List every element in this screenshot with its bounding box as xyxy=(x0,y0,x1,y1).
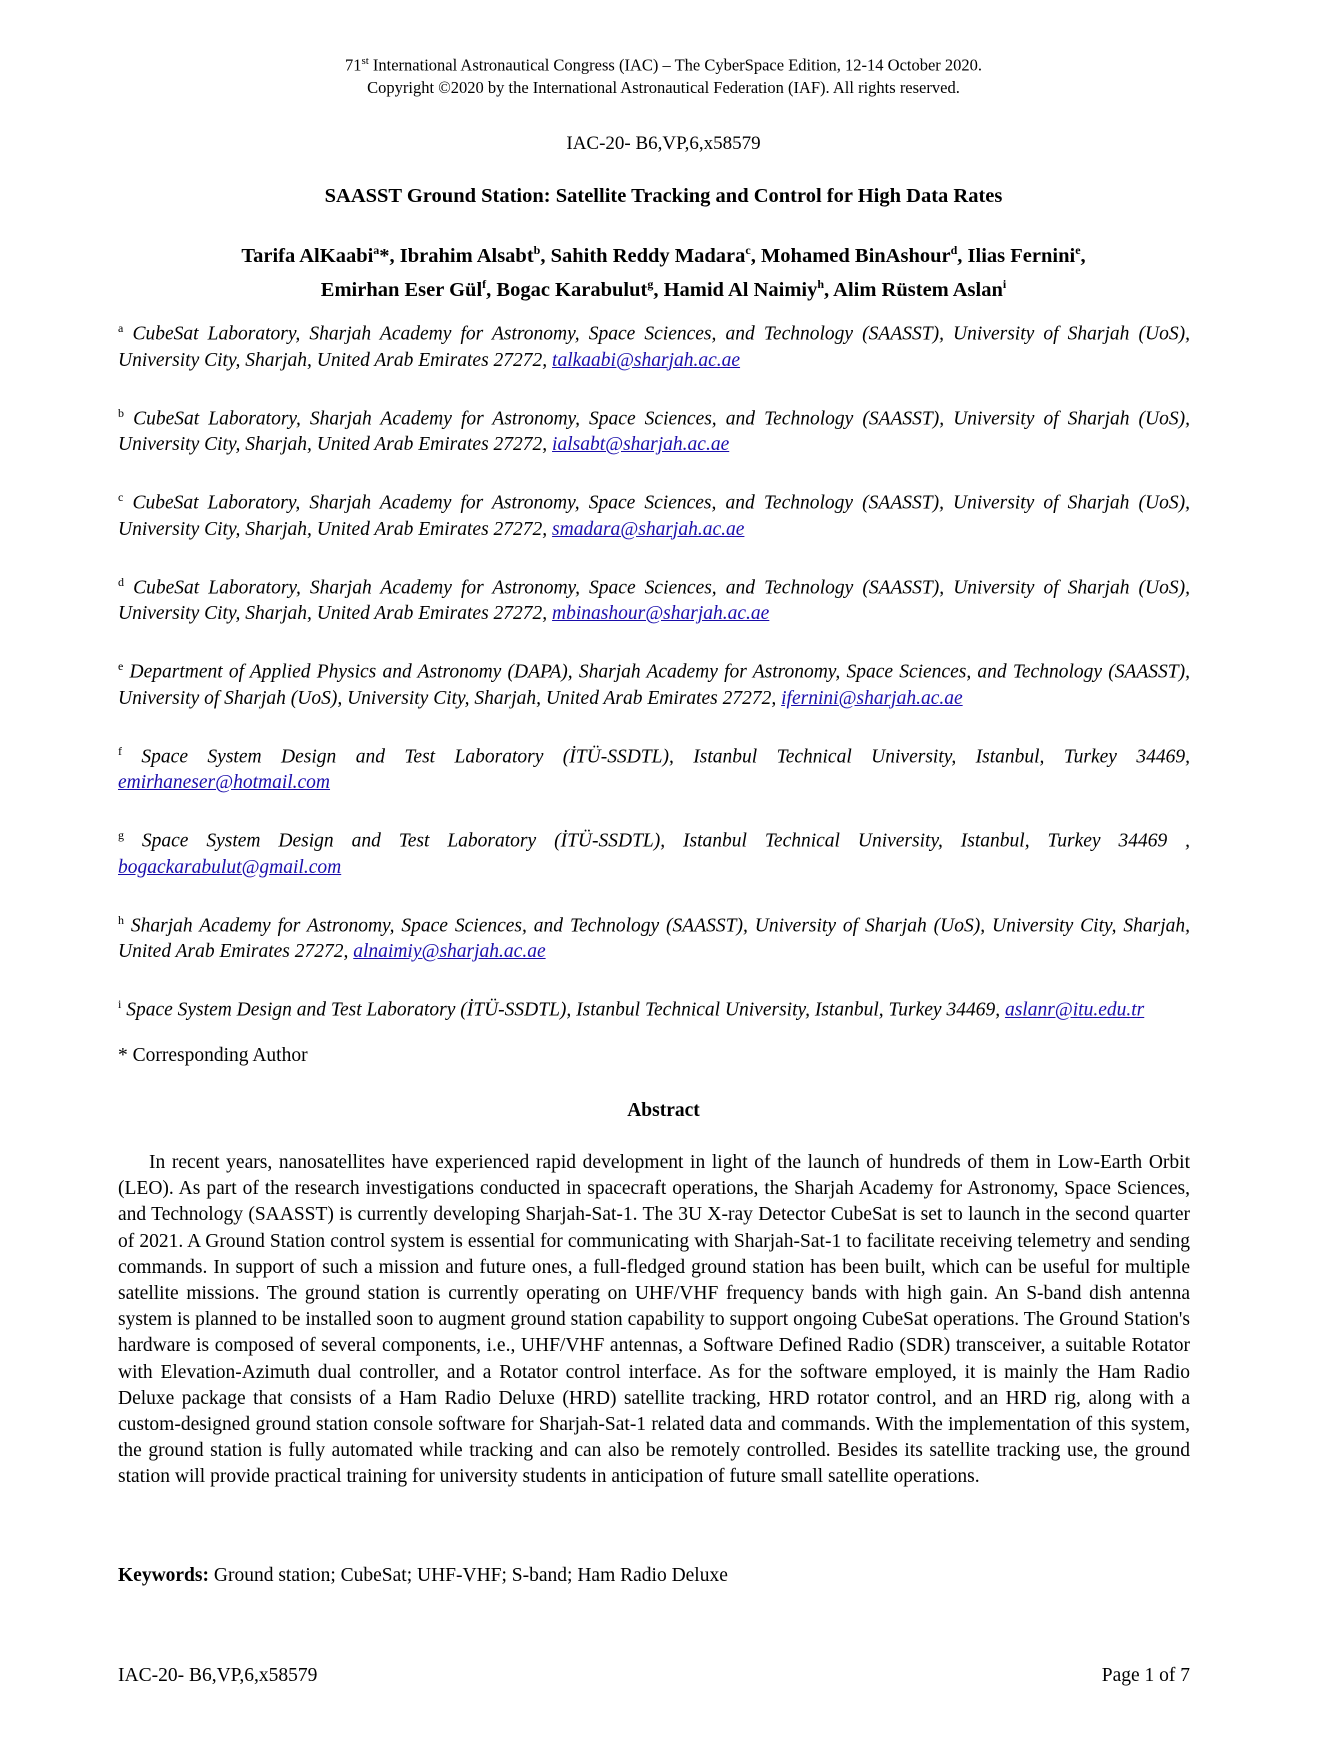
page-number: Page 1 of 7 xyxy=(1101,1665,1190,1686)
affiliation: $^g$ Space System Design and Test Laboratory (İTÜ-SSDTL), Istanbul Technical University, Istanbul, Turkey 34469 , bogackarabulut@gmail.com xyxy=(118,828,1190,878)
author: Ibrahim Alsabt$^b$, xyxy=(399,243,551,267)
abstract-heading: Abstract xyxy=(627,1100,700,1121)
email-link[interactable]: alnaimiy@sharjah.ac.ae xyxy=(353,941,546,962)
author: Bogac Karabulut$^g$, xyxy=(496,276,664,301)
email-link[interactable]: ialsabt@sharjah.ac.ae xyxy=(552,434,730,455)
affiliation: $^e$ Department of Applied Physics and Astronomy (DAPA), Sharjah Academy for Astronomy, Space Sciences, and Technology (SAASST), University of Sharjah (UoS), University City, Sharjah, United Arab Emirates 27272, ifernini@sharjah.ac.ae xyxy=(118,659,1190,709)
affiliation-list xyxy=(118,315,1190,1050)
author: Alim Rüstem Aslan$^i$ xyxy=(833,276,1007,301)
keywords xyxy=(118,1565,728,1587)
email-link[interactable]: smadara@sharjah.ac.ae xyxy=(552,518,745,540)
header-line-2: Copyright ©2020 by the International Astronautical Federation (IAF). All rights reserved. xyxy=(367,77,960,97)
affiliation: $^c$ CubeSat Laboratory, Sharjah Academy for Astronomy, Space Sciences, and Technology (SAASST), University of Sharjah (UoS), University City, Sharjah, United Arab Emirates 27272, smadara@sharjah.ac.ae xyxy=(118,490,1190,540)
affiliation: $^a$ CubeSat Laboratory, Sharjah Academy for Astronomy, Space Sciences, and Technology (SAASST), University of Sharjah (UoS), University City, Sharjah, United Arab Emirates 27272, talkaabi@sharjah.ac.ae xyxy=(118,321,1190,371)
author: Hamid Al Naimiy$^h$, xyxy=(663,276,834,301)
keywords-text: Ground station; CubeSat; UHF-VHF; S-band; Ham Radio Deluxe xyxy=(209,1565,728,1586)
author-list xyxy=(160,236,1167,304)
affiliation: $^h$ Sharjah Academy for Astronomy, Space Sciences, and Technology (SAASST), University of Sharjah (UoS), University City, Sharjah, United Arab Emirates 27272, alnaimiy@sharjah.ac.ae xyxy=(118,912,1190,962)
paper-id: IAC-20- B6,VP,6,x58579 xyxy=(566,133,761,154)
author: Emirhan Eser Gül$^f$, xyxy=(320,276,497,301)
email-link[interactable]: emirhaneser@hotmail.com xyxy=(118,772,331,793)
email-link[interactable]: bogackarabulut@gmail.com xyxy=(118,856,342,878)
email-link[interactable]: ifernini@sharjah.ac.ae xyxy=(781,687,963,709)
header-line-1: 71st International Astronautical Congress (IAC) – The CyberSpace Edition, 12-14 October 2020. xyxy=(344,55,983,75)
paper-title: SAASST Ground Station: Satellite Tracking and Control for High Data Rates xyxy=(324,185,1003,207)
affiliation: $^b$ CubeSat Laboratory, Sharjah Academy for Astronomy, Space Sciences, and Technology (SAASST), University of Sharjah (UoS), University City, Sharjah, United Arab Emirates 27272, ialsabt@sharjah.ac.ae xyxy=(118,405,1190,455)
email-link[interactable]: aslanr@itu.edu.tr xyxy=(1004,999,1145,1021)
email-link[interactable]: mbinashour@sharjah.ac.ae xyxy=(552,603,770,624)
affiliation: $^f$ Space System Design and Test Laboratory (İTÜ-SSDTL), Istanbul Technical University, Istanbul, Turkey 34469, emirhaneser@hotmail.com xyxy=(118,743,1190,793)
author: Sahith Reddy Madara$^c$, xyxy=(550,243,761,267)
conference-header xyxy=(0,50,1327,99)
author: Mohamed BinAshour$^d$, xyxy=(760,243,968,267)
abstract-body: In recent years, nanosatellites have experienced rapid development in light of the launch of hundreds of them in Low-Earth Orbit (LEO). As part of the research investigations conducted in spacecraft operations, the Sharjah Academy for Astronomy, Space Sciences, and Technology (SAASST) is currently developing Sharjah-Sat-1. The 3U X-ray Detector CubeSat is set to launch in the second quarter of 2021. A Ground Station control system is essential for communicating with Sharjah-Sat-1 to facilitate receiving telemetry and sending commands. In support of such a mission and future ones, a full-fledged ground station has been built, which can be useful for multiple satellite missions. The ground station is currently operating on UHF/VHF frequency bands with high gain. An S-band dish antenna system is planned to be installed soon to augment ground station capability to support ongoing CubeSat operations. The Ground Station's hardware is composed of several components, i.e., UHF/VHF antennas, a Software Defined Radio (SDR) transceiver, a suitable Rotator with Elevation-Azimuth dual controller, and a Rotator control interface. As for the software employed, it is mainly the Ham Radio Deluxe package that consists of a Ham Radio Deluxe (HRD) satellite tracking, HRD rotator control, and an HRD rig, along with a custom-designed ground station console software for Sharjah-Sat-1 related data and commands. With the implementation of this system, the ground station is fully automated while tracking and can also be remotely controlled. Besides its satellite tracking use, the ground station will provide practical training for university students in anticipation of future small satellite operations. xyxy=(118,1152,1190,1488)
affiliation: $^i$ Space System Design and Test Laboratory (İTÜ-SSDTL), Istanbul Technical University, Istanbul, Turkey 34469, aslanr@itu.edu.tr xyxy=(118,997,1145,1021)
keywords-label: Keywords: xyxy=(118,1565,209,1586)
footer-paper-id: IAC-20- B6,VP,6,x58579 xyxy=(118,1665,318,1686)
author: Tarifa AlKaabi$^a$*, xyxy=(241,243,400,267)
affiliation: $^d$ CubeSat Laboratory, Sharjah Academy for Astronomy, Space Sciences, and Technology (SAASST), University of Sharjah (UoS), University City, Sharjah, United Arab Emirates 27272, mbinashour@sharjah.ac.ae xyxy=(118,574,1190,624)
email-link[interactable]: talkaabi@sharjah.ac.ae xyxy=(552,349,741,371)
author: Ilias Fernini$^e$, xyxy=(967,243,1086,267)
corresponding-author-note: * Corresponding Author xyxy=(118,1045,308,1066)
